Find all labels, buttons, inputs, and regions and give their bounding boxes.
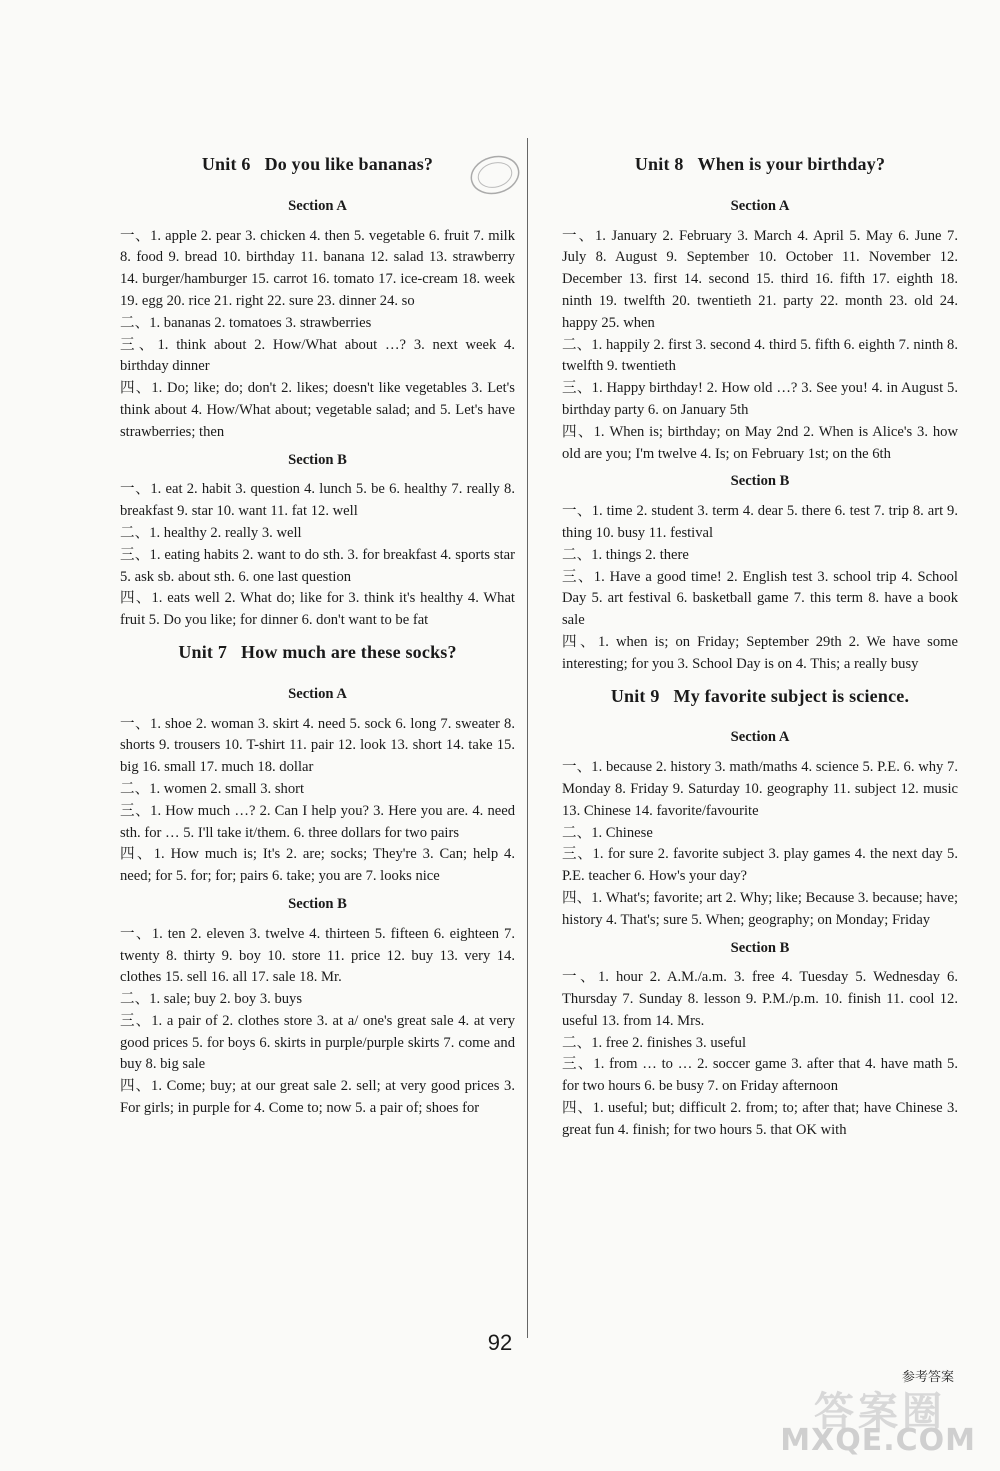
section-b-title: Section B: [730, 939, 790, 956]
section-b-title: Section B: [288, 451, 347, 468]
stamp-icon: [465, 150, 525, 200]
answer-group: 二、1. free 2. finishes 3. useful: [562, 1034, 747, 1051]
unit-number: Unit 8: [634, 154, 684, 174]
unit-heading: When is your birthday?: [697, 154, 886, 174]
answer-group: 二、1. sale; buy 2. boy 3. buys: [120, 991, 303, 1008]
unit-number: Unit 7: [178, 641, 228, 662]
answer-group: 四、1. useful; but; difficult 2. from; to; after that; have Chinese 3. great fun 4. finish; for two hours 5. that OK with: [562, 1100, 958, 1138]
answer-group: 三、1. Happy birthday! 2. How old …? 3. See you! 4. in August 5. birthday party 6. on January 5th: [562, 380, 958, 418]
answer-group: 三、1. Have a good time! 2. English test 3. school trip 4. School Day 5. art festival 6. basketball game 7. this term 8. have a book sale: [562, 568, 958, 629]
answer-group: 一、1. January 2. February 3. March 4. April 5. May 6. June 7. July 8. August 9. September 10. October 11. November 12. December 13. first 14. second 15. third 16. fifth 17. eighth 18. ninth 19. twelfth 20. twentieth 21. party 22. month 23. old 24. happy 25. when: [562, 227, 958, 331]
right-column: [562, 150, 958, 1142]
answer-group: 四、1. when is; on Friday; September 29th 2. We have some interesting; for you 3. School Day is on 4. This; a really busy: [562, 633, 958, 672]
answer-group: 二、1. Chinese: [562, 824, 653, 841]
answer-group: 一、1. time 2. student 3. term 4. dear 5. there 6. test 7. trip 8. art 9. thing 10. busy 11. festival: [562, 503, 958, 541]
footer-label: 参考答案: [901, 1370, 954, 1385]
answer-group: 一、1. hour 2. A.M./a.m. 3. free 4. Tuesday 5. Wednesday 6. Thursday 7. Sunday 8. lesson 9. P.M./p.m. 10. finish 11. cool 12. useful 13. from 14. Mrs.: [562, 969, 958, 1029]
answer-group: 二、1. things 2. there: [562, 546, 689, 563]
unit-heading: How much are these socks?: [241, 641, 457, 662]
answer-group: 四、1. eats well 2. What do; like for 3. think it's healthy 4. What fruit 5. Do you like; for dinner 6. don't want to be fat: [120, 590, 515, 629]
answer-group: 三、1. eating habits 2. want to do sth. 3. for breakfast 4. sports star 5. ask sb. about sth. 6. one last question: [120, 546, 515, 585]
answer-group: 一、1. ten 2. eleven 3. twelve 4. thirteen 5. fifteen 6. eighteen 7. twenty 8. thirty 9. boy 10. store 11. price 12. buy 13. very 14. clothes 15. sell 16. all 17. sale 18. Mr.: [120, 925, 515, 986]
unit-number: Unit 6: [201, 154, 251, 174]
watermark: [736, 1380, 976, 1460]
section-b-title: Section B: [730, 473, 790, 490]
answer-group: 一、1. because 2. history 3. math/maths 4. science 5. P.E. 6. why 7. Monday 8. Friday 9. Saturday 10. geography 11. subject 12. music 13. Chinese 14. favorite/favourite: [562, 759, 958, 819]
answer-group: 四、1. Come; buy; at our great sale 2. sell; at very good prices 3. For girls; in purple for 4. Come to; now 5. a pair of; shoes for: [120, 1078, 515, 1117]
answer-group: 二、1. women 2. small 3. short: [120, 780, 305, 797]
column-divider: [527, 138, 528, 1338]
answer-group: 一、1. eat 2. habit 3. question 4. lunch 5. be 6. healthy 7. really 8. breakfast 9. star 10. want 11. fat 12. well: [120, 481, 515, 520]
section-a-title: Section A: [288, 685, 347, 702]
left-column: [120, 150, 515, 1120]
unit-heading: My favorite subject is science.: [673, 685, 910, 706]
answer-group: 二、1. healthy 2. really 3. well: [120, 524, 302, 541]
answer-group: 四、1. What's; favorite; art 2. Why; like; Because 3. because; have; history 4. That's; sure 5. When; geography; on Monday; Friday: [562, 889, 958, 928]
watermark-logo: 答案圈: [814, 1389, 946, 1435]
section-b-title: Section B: [288, 895, 347, 912]
section-a-title: Section A: [288, 197, 347, 214]
answer-group: 四、1. How much is; It's 2. are; socks; They're 3. Can; help 4. need; for 5. for; for; pairs 6. take; you are 7. looks nice: [120, 846, 515, 885]
unit-7-title: [120, 642, 515, 664]
section-a-title: Section A: [730, 197, 790, 214]
answer-group: 三、1. think about 2. How/What about …? 3. next week 4. birthday dinner: [120, 336, 515, 375]
unit-number: Unit 9: [610, 685, 660, 706]
watermark-text: MXQE.COM: [780, 1423, 976, 1458]
unit-6-title: [120, 154, 515, 176]
page-number: 92: [487, 1330, 513, 1355]
answer-group: 四、1. When is; birthday; on May 2nd 2. When is Alice's 3. how old are you; I'm twelve 4. Is; on February 1st; on the 6th: [562, 423, 958, 462]
section-a-title: Section A: [730, 729, 790, 746]
answer-group: 一、1. apple 2. pear 3. chicken 4. then 5. vegetable 6. fruit 7. milk 8. food 9. bread 10. birthday 11. banana 12. salad 13. strawberry 14. burger/hamburger 15. carrot 16. tomato 17. ice-cream 18. week 19. egg 20. rice 21. right 22. sure 23. dinner 24. so: [120, 227, 515, 309]
unit-heading: Do you like bananas?: [264, 154, 434, 174]
answer-group: 四、1. Do; like; do; don't 2. likes; doesn't like vegetables 3. Let's think about 4. How/What about; vegetable salad; and 5. Let's have strawberries; then: [120, 380, 515, 440]
answer-group: 三、1. from … to … 2. soccer game 3. after that 4. have math 5. for two hours 6. be busy 7. on Friday afternoon: [562, 1056, 958, 1095]
answer-group: 一、1. shoe 2. woman 3. skirt 4. need 5. sock 6. long 7. sweater 8. shorts 9. trousers 10. T-shirt 11. pair 12. look 13. short 14. take 15. big 16. small 17. much 18. dollar: [120, 715, 515, 776]
unit-8-title: [562, 154, 958, 176]
answer-group: 二、1. bananas 2. tomatoes 3. strawberries: [120, 314, 372, 331]
answer-group: 三、1. How much …? 2. Can I help you? 3. Here you are. 4. need sth. for … 5. I'll take it/them. 6. three dollars for two pairs: [120, 802, 515, 841]
answer-group: 三、1. a pair of 2. clothes store 3. at a/ one's great sale 4. at very good prices 5. for boys 6. skirts in purple/purple skirts 7. come and buy 8. big sale: [120, 1012, 515, 1073]
answer-group: 二、1. happily 2. first 3. second 4. third 5. fifth 6. eighth 7. ninth 8. twelfth 9. twentieth: [562, 336, 958, 375]
answer-group: 三、1. for sure 2. favorite subject 3. play games 4. the next day 5. P.E. teacher 6. How's your day?: [562, 846, 958, 885]
unit-9-title: [562, 686, 958, 708]
